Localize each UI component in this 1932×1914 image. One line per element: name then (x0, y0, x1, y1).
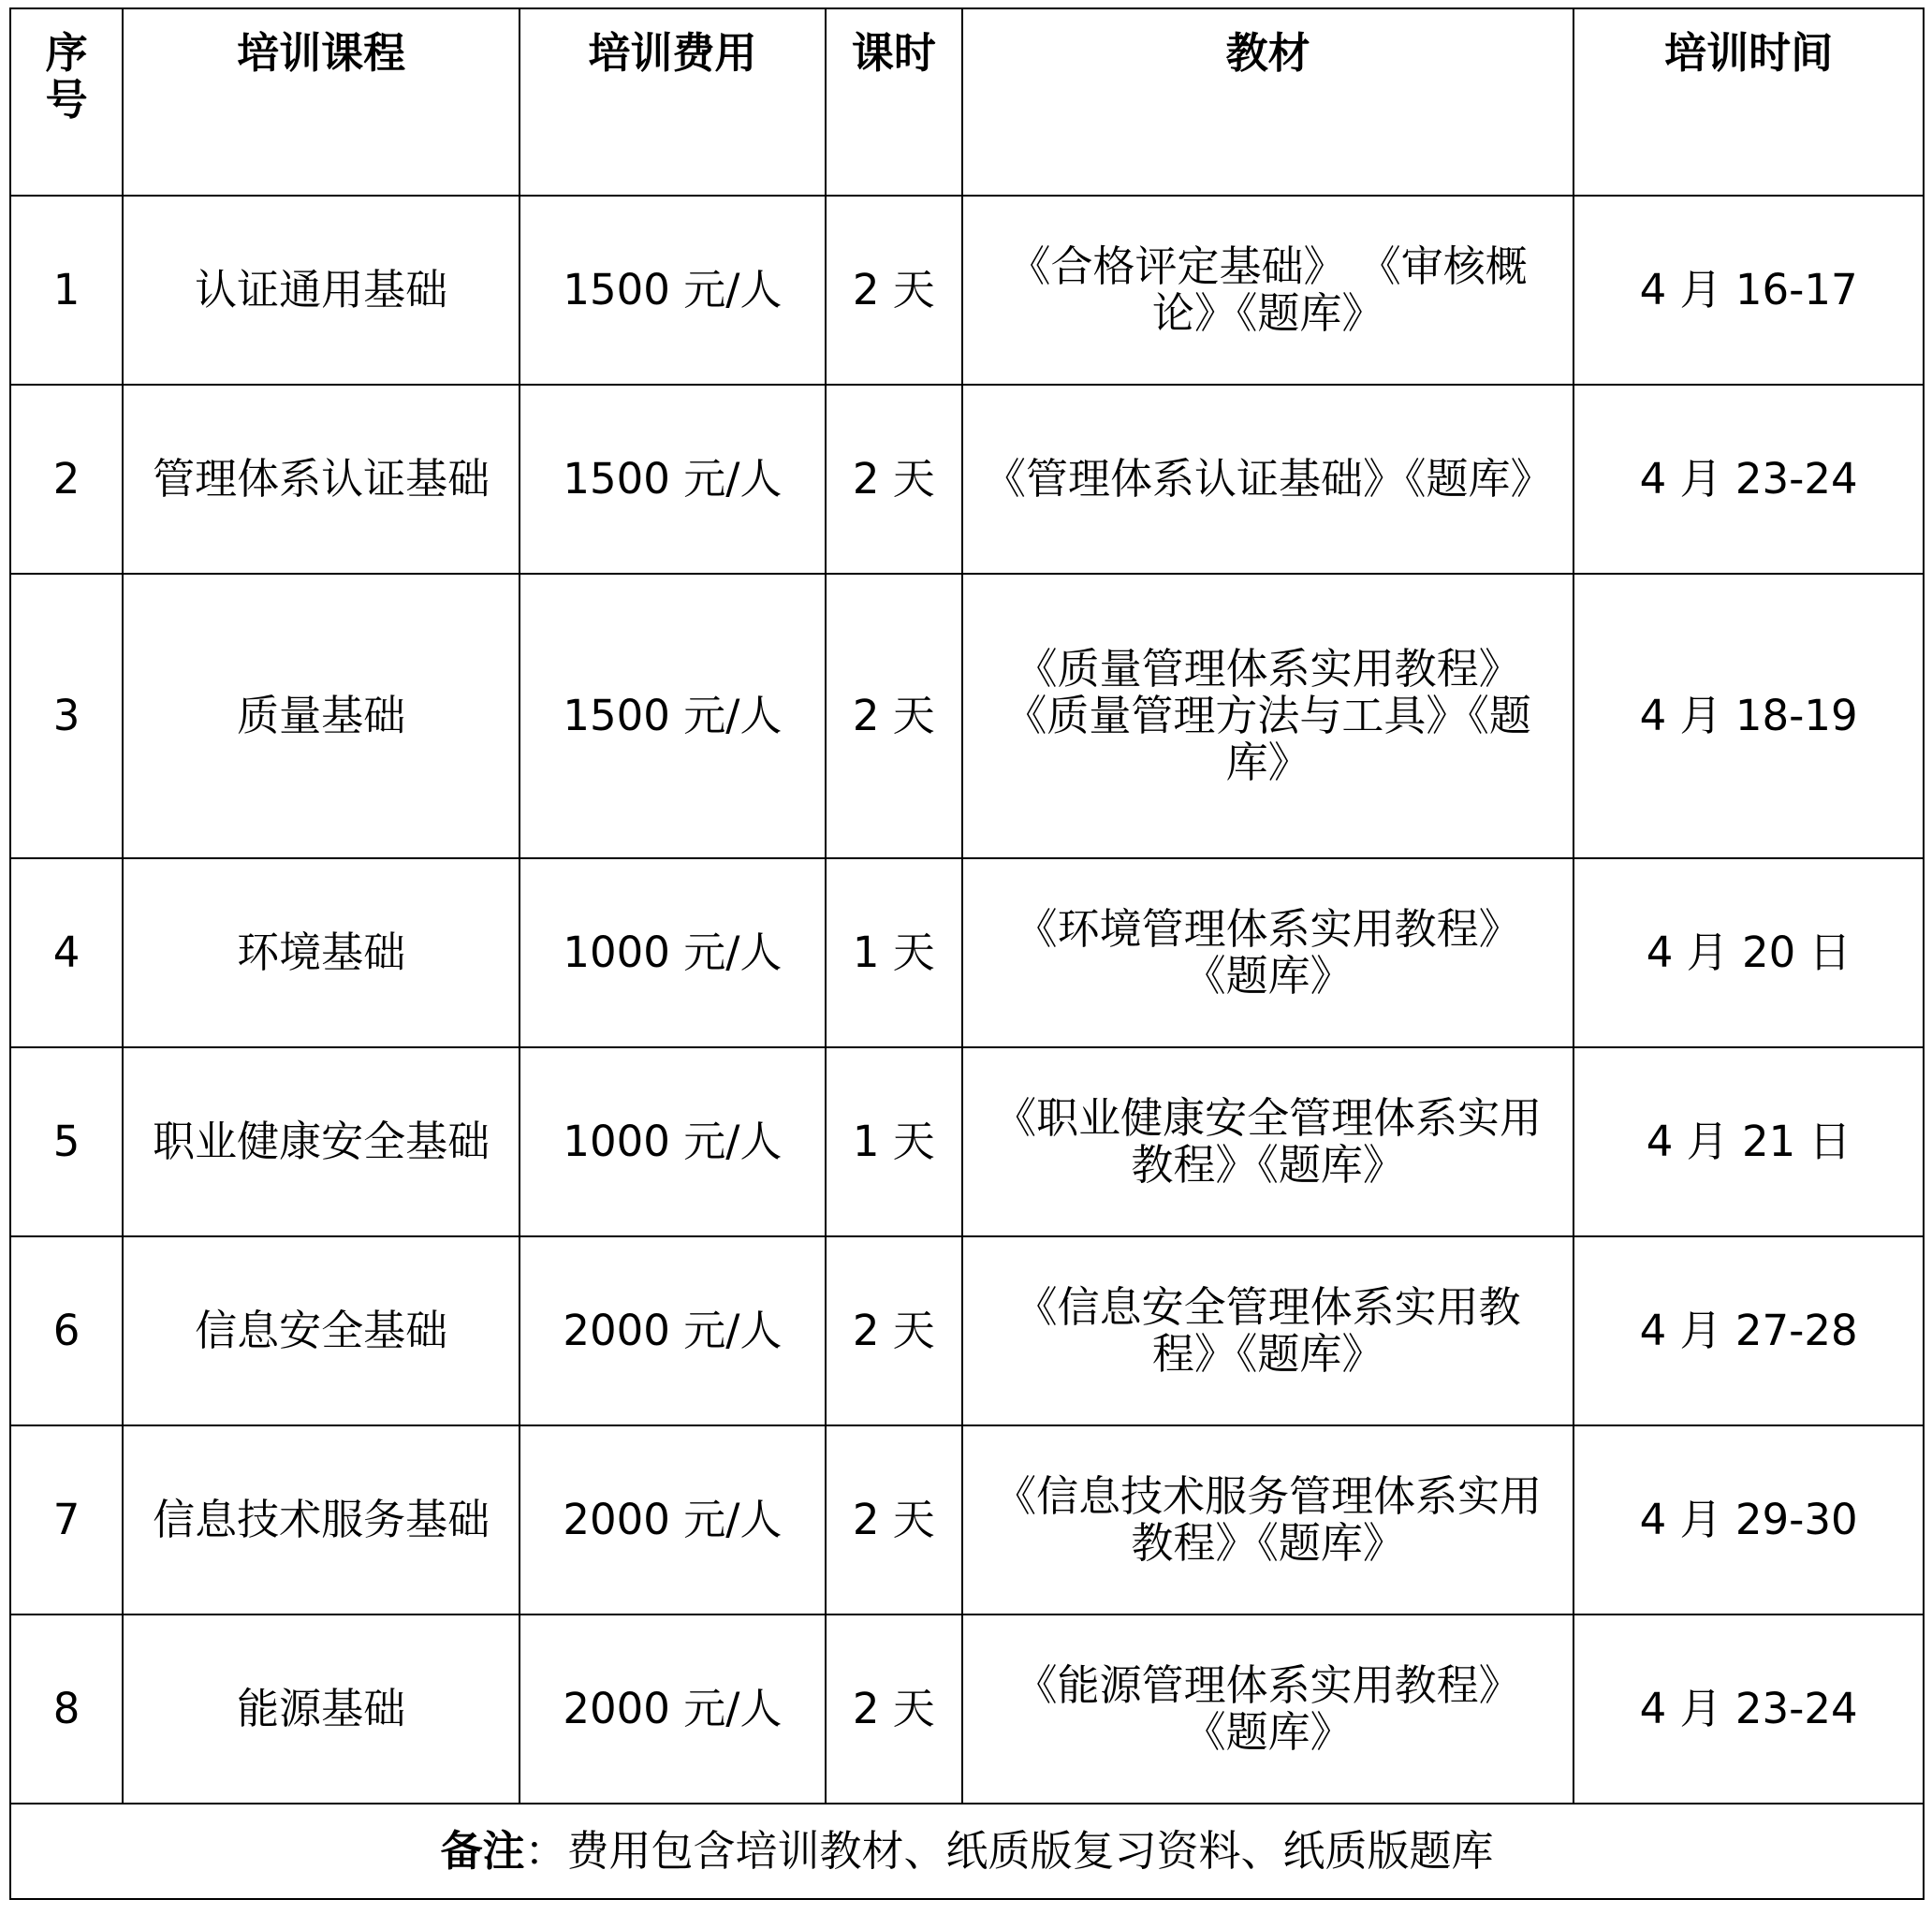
row-material: 《质量管理体系实用教程》《质量管理方法与工具》《题库》 (962, 574, 1573, 858)
note-text: ：费用包含培训教材、纸质版复习资料、纸质版题库 (524, 1826, 1494, 1876)
row-fee: 1000 元/人 (520, 858, 826, 1047)
row-material: 《合格评定基础》 《审核概论》《题库》 (962, 196, 1573, 385)
row-hours: 2 天 (826, 385, 962, 574)
row-no: 6 (10, 1236, 123, 1425)
row-fee: 1000 元/人 (520, 1047, 826, 1236)
row-fee: 2000 元/人 (520, 1236, 826, 1425)
row-no: 8 (10, 1614, 123, 1804)
header-hours: 课时 (826, 8, 962, 196)
row-fee: 1500 元/人 (520, 574, 826, 858)
row-no: 4 (10, 858, 123, 1047)
header-material: 教材 (962, 8, 1573, 196)
row-fee: 2000 元/人 (520, 1425, 826, 1614)
row-hours: 2 天 (826, 574, 962, 858)
table-row (10, 1425, 1924, 1614)
row-material: 《管理体系认证基础》《题库》 (962, 385, 1573, 574)
row-course: 质量基础 (123, 574, 520, 858)
row-hours: 1 天 (826, 1047, 962, 1236)
table-row (10, 574, 1924, 858)
row-hours: 2 天 (826, 196, 962, 385)
row-course: 管理体系认证基础 (123, 385, 520, 574)
row-date: 4 月 23-24 (1573, 385, 1924, 574)
row-course: 信息技术服务基础 (123, 1425, 520, 1614)
row-no: 3 (10, 574, 123, 858)
row-material: 《信息技术服务管理体系实用教程》《题库》 (962, 1425, 1573, 1614)
note-label: 备注 (440, 1826, 525, 1876)
row-material: 《职业健康安全管理体系实用教程》《题库》 (962, 1047, 1573, 1236)
row-fee: 1500 元/人 (520, 385, 826, 574)
row-course: 能源基础 (123, 1614, 520, 1804)
table-row (10, 1047, 1924, 1236)
row-fee: 1500 元/人 (520, 196, 826, 385)
table-header-row (10, 8, 1924, 196)
header-date: 培训时间 (1573, 8, 1924, 196)
row-no: 7 (10, 1425, 123, 1614)
row-fee: 2000 元/人 (520, 1614, 826, 1804)
note-cell (10, 1804, 1924, 1899)
row-date: 4 月 21 日 (1573, 1047, 1924, 1236)
row-no: 5 (10, 1047, 123, 1236)
row-date: 4 月 23-24 (1573, 1614, 1924, 1804)
training-schedule-table (9, 7, 1925, 1900)
header-course: 培训课程 (123, 8, 520, 196)
row-material: 《环境管理体系实用教程》《题库》 (962, 858, 1573, 1047)
row-date: 4 月 16-17 (1573, 196, 1924, 385)
header-fee: 培训费用 (520, 8, 826, 196)
row-no: 2 (10, 385, 123, 574)
row-course: 认证通用基础 (123, 196, 520, 385)
row-material: 《信息安全管理体系实用教程》《题库》 (962, 1236, 1573, 1425)
row-material: 《能源管理体系实用教程》《题库》 (962, 1614, 1573, 1804)
row-hours: 2 天 (826, 1614, 962, 1804)
row-date: 4 月 18-19 (1573, 574, 1924, 858)
table-row (10, 385, 1924, 574)
row-course: 职业健康安全基础 (123, 1047, 520, 1236)
table-row (10, 1614, 1924, 1804)
row-hours: 2 天 (826, 1425, 962, 1614)
header-no: 序号 (10, 8, 123, 196)
note-row (10, 1804, 1924, 1899)
row-hours: 2 天 (826, 1236, 962, 1425)
row-date: 4 月 29-30 (1573, 1425, 1924, 1614)
table-row (10, 196, 1924, 385)
table-row (10, 858, 1924, 1047)
row-course: 环境基础 (123, 858, 520, 1047)
table-row (10, 1236, 1924, 1425)
row-course: 信息安全基础 (123, 1236, 520, 1425)
row-date: 4 月 20 日 (1573, 858, 1924, 1047)
row-date: 4 月 27-28 (1573, 1236, 1924, 1425)
row-hours: 1 天 (826, 858, 962, 1047)
row-no: 1 (10, 196, 123, 385)
